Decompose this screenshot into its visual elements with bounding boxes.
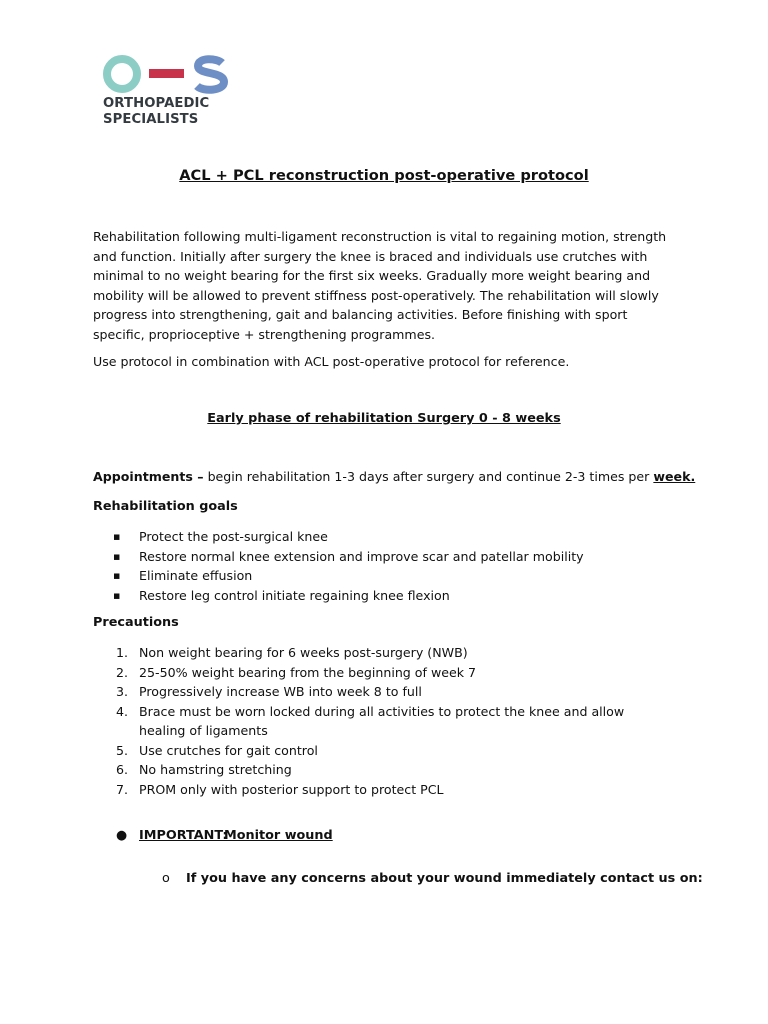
- page-title: ACL + PCL reconstruction post-operative protocol: [179, 167, 589, 184]
- item-number: 7.: [116, 781, 129, 797]
- bullet-icon: ▪: [113, 588, 121, 602]
- bullet-icon: ●: [116, 828, 128, 843]
- list-item: [113, 702, 673, 741]
- list-item: [113, 566, 584, 586]
- appointments-line: [93, 469, 695, 484]
- list-item: [113, 643, 673, 663]
- precaution-text: Brace must be worn locked during all activities to protect the knee and allow healing of ligaments: [139, 703, 625, 738]
- goal-text: Restore leg control initiate regaining knee flexion: [139, 587, 450, 603]
- phase-heading: Early phase of rehabilitation Surgery 0 - 8 weeks: [207, 411, 561, 426]
- bullet-icon: ▪: [113, 530, 121, 543]
- appointments-text: begin rehabilitation 1-3 days after surgery and continue 2-3 times per: [203, 469, 654, 484]
- logo-mark-icon: [101, 54, 231, 96]
- precaution-text: Use crutches for gait control: [139, 742, 318, 758]
- item-number: 4.: [116, 703, 129, 719]
- reference-note: Use protocol in combination with ACL post-operative protocol for reference.: [93, 354, 570, 369]
- appointments-label: Appointments –: [93, 469, 204, 484]
- circle-bullet-icon: o: [162, 871, 170, 886]
- precaution-text: Non weight bearing for 6 weeks post-surgery (NWB): [139, 645, 468, 660]
- important-label: IMPORTANT:: [139, 828, 228, 843]
- item-number: 6.: [116, 762, 129, 777]
- goal-text: Protect the post-surgical knee: [139, 529, 328, 544]
- precaution-text: No hamstring stretching: [139, 762, 292, 777]
- logo-text-line2: SPECIALISTS: [103, 112, 199, 127]
- bullet-icon: ▪: [113, 569, 121, 582]
- precaution-text: 25-50% weight bearing from the beginning of week 7: [139, 664, 477, 680]
- item-number: 2.: [116, 664, 129, 680]
- appointments-emphasis: week.: [653, 469, 696, 484]
- precautions-heading: Precautions: [93, 615, 179, 630]
- list-item: [113, 663, 673, 683]
- list-item: [113, 527, 584, 547]
- list-item: [113, 547, 584, 567]
- list-item: [113, 780, 673, 800]
- bullet-icon: ▪: [113, 549, 121, 563]
- important-text: Monitor wound: [224, 828, 333, 843]
- contact-text: If you have any concerns about your wound immediately contact us on:: [186, 871, 703, 886]
- item-number: 5.: [116, 742, 129, 758]
- precaution-text: Progressively increase WB into week 8 to full: [139, 684, 422, 699]
- list-item: [113, 586, 584, 606]
- goal-text: Restore normal knee extension and improve scar and patellar mobility: [139, 548, 584, 564]
- goals-heading: Rehabilitation goals: [93, 499, 238, 514]
- orthopaedic-specialists-logo: [101, 54, 241, 134]
- list-item: [113, 741, 673, 761]
- item-number: 3.: [116, 684, 129, 699]
- goals-list: [113, 527, 584, 605]
- intro-paragraph: Rehabilitation following multi-ligament reconstruction is vital to regaining motion, strength and function. Initially after surgery the knee is braced and individuals use crutches with minimal to no weight bearing for the first six weeks. Gradually more weight bearing and mobility will be allowed to prevent stiffness post-operatively. The rehabilitation will slowly progress into strengthening, gait and balancing activities. Before finishing with sport specific, proprioceptive + strengthening programmes.: [93, 229, 667, 342]
- logo-text-line1: ORTHOPAEDIC: [103, 96, 210, 111]
- precautions-list: [113, 643, 673, 799]
- goal-text: Eliminate effusion: [139, 568, 253, 583]
- precaution-text: PROM only with posterior support to protect PCL: [139, 781, 444, 797]
- item-number: 1.: [116, 645, 129, 660]
- list-item: [113, 682, 673, 702]
- list-item: [113, 760, 673, 780]
